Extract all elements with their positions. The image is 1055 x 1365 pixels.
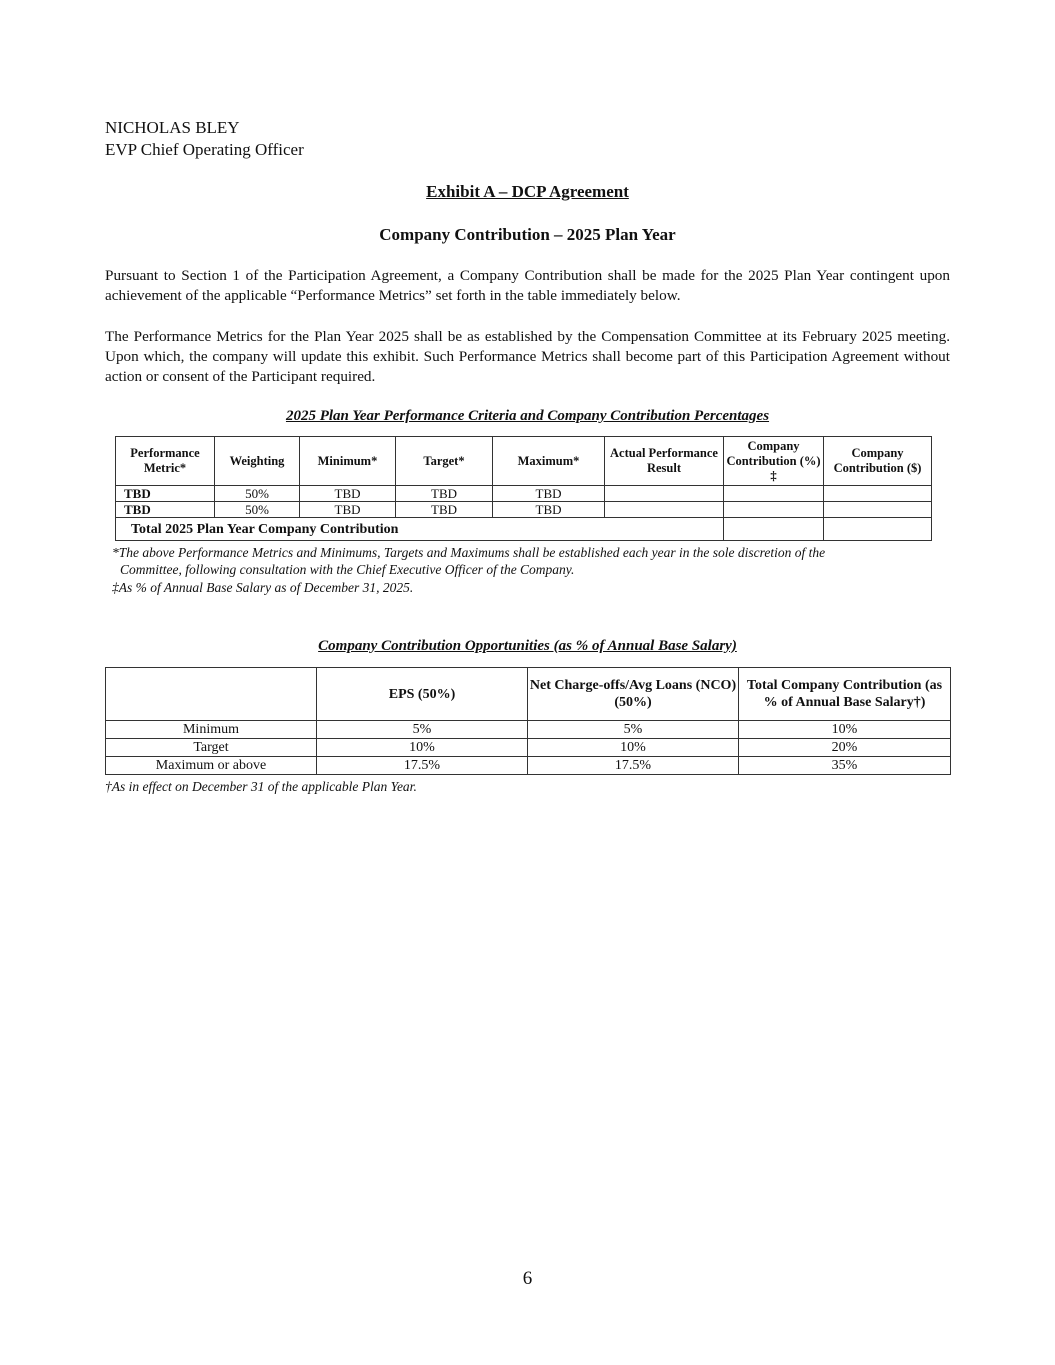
column-header: Maximum* [493,437,605,486]
table-cell: TBD [116,502,215,518]
table-cell [824,486,932,502]
total-row [116,518,932,541]
page-number: 6 [522,1268,533,1289]
exhibit-title: Exhibit A – DCP Agreement [426,182,629,201]
table-cell: 17.5% [317,757,528,775]
table-cell [605,486,724,502]
table-cell [724,518,824,541]
table-cell: 20% [739,739,951,757]
criteria-note-line: Committee, following consultation with the Chief Executive Officer of the Company. [120,562,575,577]
criteria-note-line: *The above Performance Metrics and Minimums, Targets and Maximums shall be established each year in the sole discretion of the [112,545,826,560]
table-row [106,721,951,739]
table-cell: Maximum or above [106,757,317,775]
criteria-table [115,436,932,541]
table-cell: TBD [300,486,396,502]
table-cell: 10% [739,721,951,739]
column-header: Performance Metric* [116,437,215,486]
table-cell: TBD [116,486,215,502]
column-header: Actual Performance Result [605,437,724,486]
table-cell: 10% [528,739,739,757]
recipient-title: EVP Chief Operating Officer [105,140,304,159]
opportunities-footnote: †As in effect on December 31 of the applicable Plan Year. [105,779,417,794]
table-cell: 50% [215,486,300,502]
table-cell: TBD [396,502,493,518]
column-header [106,668,317,721]
recipient-name: NICHOLAS BLEY [105,118,240,137]
table-header-row [106,668,951,721]
table-cell: 35% [739,757,951,775]
table-row [116,502,932,518]
table-cell [824,502,932,518]
column-header: Total Company Contribution (as % of Annual Base Salary†) [739,668,951,721]
paragraph-1: Pursuant to Section 1 of the Participation Agreement, a Company Contribution shall be made for the 2025 Plan Year contingent upon achievement of the applicable “Performance Metrics” set forth in the table immediately below. [105,267,950,304]
column-header: Minimum* [300,437,396,486]
recipient-block [105,117,304,161]
table-header-row [116,437,932,486]
column-header: Net Charge-offs/Avg Loans (NCO) (50%) [528,668,739,721]
table-cell: Target [106,739,317,757]
table-cell [605,502,724,518]
table-cell: Minimum [106,721,317,739]
table-cell: 10% [317,739,528,757]
table-cell: TBD [396,486,493,502]
table-cell: TBD [493,502,605,518]
column-header: Company Contribution ($) [824,437,932,486]
table-cell: 5% [317,721,528,739]
column-header: Company Contribution (%) ‡ [724,437,824,486]
table-cell: TBD [493,486,605,502]
table-row [106,739,951,757]
table-cell [824,518,932,541]
table-cell: TBD [300,502,396,518]
table-row [116,486,932,502]
table-cell: 50% [215,502,300,518]
total-label: Total 2025 Plan Year Company Contribution [116,518,724,541]
table-row [106,757,951,775]
table-cell: 5% [528,721,739,739]
column-header: Weighting [215,437,300,486]
criteria-note-2: ‡As % of Annual Base Salary as of December 31, 2025. [112,580,414,595]
section-title: Company Contribution – 2025 Plan Year [379,225,676,244]
criteria-table-caption: 2025 Plan Year Performance Criteria and Company Contribution Percentages [285,408,770,424]
criteria-note-1 [112,544,952,578]
table-cell: 17.5% [528,757,739,775]
paragraph-2: The Performance Metrics for the Plan Year 2025 shall be as established by the Compensation Committee at its February 2025 meeting. Upon which, the company will update this exhibit. Such Performance Metrics shall become part of this Participation Agreement without action or consent of the Participant required. [105,328,950,385]
column-header: EPS (50%) [317,668,528,721]
opportunities-table-caption: Company Contribution Opportunities (as % of Annual Base Salary) [318,638,737,654]
column-header: Target* [396,437,493,486]
opportunities-table [105,667,951,775]
table-cell [724,486,824,502]
table-cell [724,502,824,518]
